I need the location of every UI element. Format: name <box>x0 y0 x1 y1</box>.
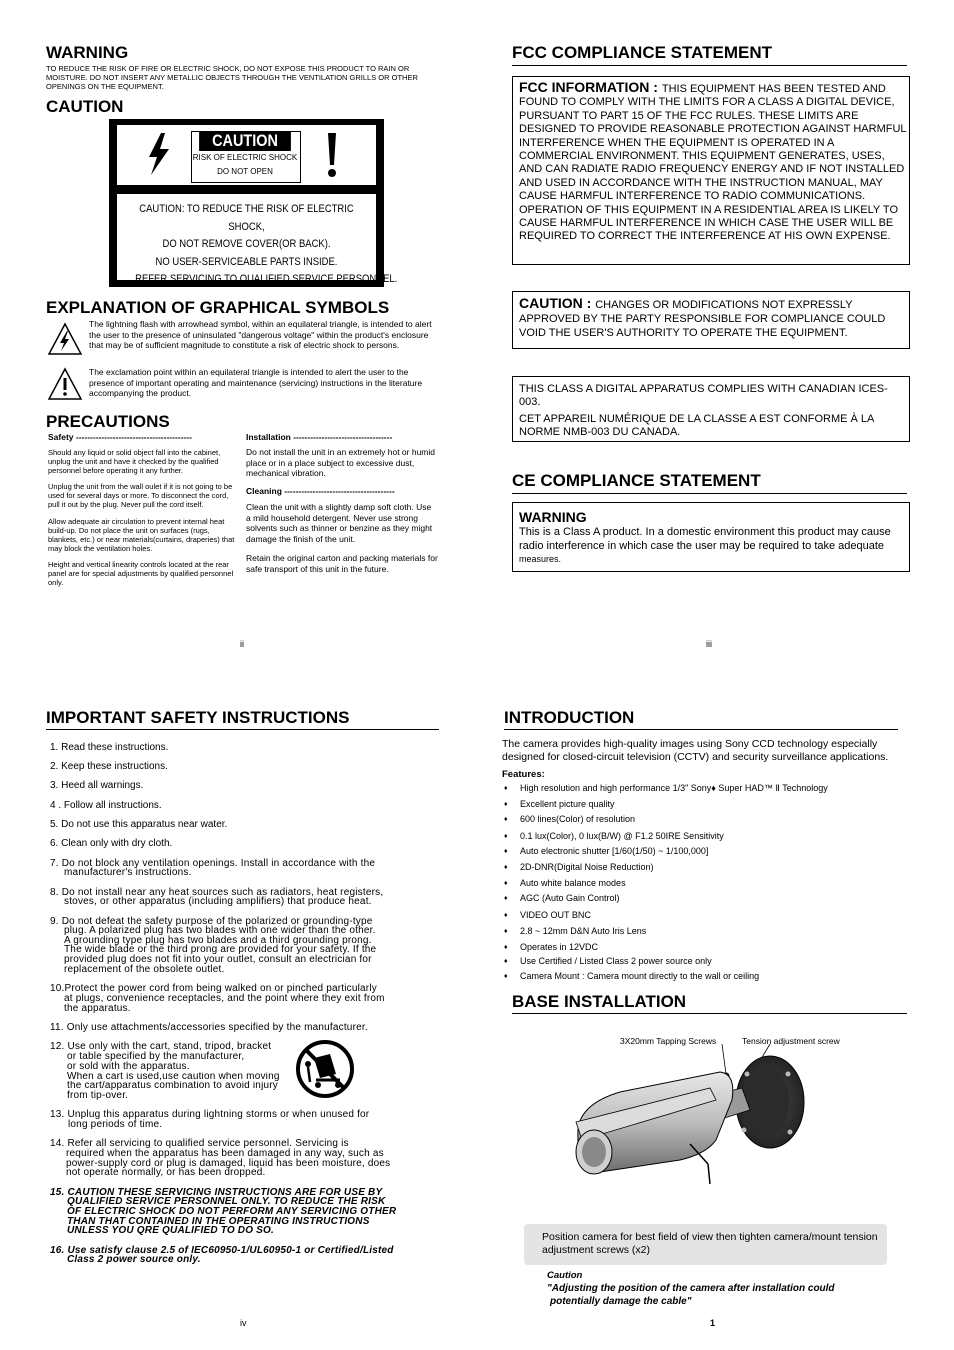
isi-item-12b: or table specified by the manufacturer, <box>67 1051 245 1062</box>
isi-item-9b: plug. A polarized plug has two blades with one wider than the other. <box>64 925 376 936</box>
caution-title: CAUTION <box>46 97 124 116</box>
feature-item: ♦ AGC (Auto Gain Control) <box>504 893 620 903</box>
warning-title: WARNING <box>46 43 129 62</box>
feature-item: ♦ VIDEO OUT BNC <box>504 910 591 920</box>
caution-line-2: potentially damage the cable" <box>550 1296 692 1307</box>
safety-para-2: Unplug the unit from the wall oulet if it is not going to be used for several days or more. To disconnect the cord, pull it out by the plug. Never pull the cord itself. <box>48 482 233 509</box>
isi-item-10: 10.Protect the power cord from being walked on or pinched particularly <box>50 983 377 994</box>
isi-item-12e: the cart/apparatus combination to avoid injury <box>67 1081 278 1091</box>
label-tension-screw: Tension adjustment screw <box>742 1036 840 1046</box>
feature-item: ♦ Camera Mount : Camera mount directly to the wall or ceiling <box>504 971 760 981</box>
feature-item: ♦ Operates in 12VDC <box>504 942 599 952</box>
canada-box <box>512 376 910 442</box>
isi-item-16: 16. Use satisfy clause 2.5 of IEC60950-1/UL60950-1 or Certified/Listed <box>50 1245 394 1256</box>
fcc-box <box>512 76 910 265</box>
feature-item: ♦ 2D-DNR(Digital Noise Reduction) <box>504 862 654 872</box>
label-caution-word: CAUTION <box>199 131 291 151</box>
isi-item-7: 7. Do not block any ventilation openings. Install in accordance with the <box>50 858 376 869</box>
isi-item-9: 9. Do not defeat the safety purpose of the polarized or grounding-type <box>50 916 373 927</box>
isi-item-6: 6. Clean only with dry cloth. <box>50 838 173 849</box>
camera-installation-image <box>560 1044 840 1194</box>
fcc-title: FCC COMPLIANCE STATEMENT <box>512 43 907 66</box>
isi-item-12c: or sold with the apparatus. <box>67 1061 190 1072</box>
cleaning-heading: Cleaning --------------------------------------- <box>246 486 395 496</box>
installation-text: Do not install the unit in an extremely hot or humid place or in a place subject to excessive dust, mechanical vibration. <box>246 447 435 478</box>
page-number-iii: iii <box>706 639 712 649</box>
isi-item-15d: THAN THAT CONTAINED IN THE OPERATING INSTRUCTIONS <box>67 1216 370 1227</box>
isi-item-15e: UNLESS YOU QRE QUALIFIED TO DO SO. <box>67 1225 275 1236</box>
isi-item-15b: QUALIFIED SERVICE PERSONNEL ONLY. TO REDUCE THE RISK <box>67 1196 386 1207</box>
fcc-lead: FCC INFORMATION : <box>519 79 662 95</box>
isi-item-15: 15. CAUTION THESE SERVICING INSTRUCTIONS ARE FOR USE BY <box>50 1187 383 1198</box>
retain-text: Retain the original carton and packing materials for safe transport of this unit in the future. <box>246 553 438 574</box>
label-tapping-screws: 3X20mm Tapping Screws <box>620 1036 717 1046</box>
features-list <box>504 783 904 983</box>
page-number-iv: iv <box>240 1318 247 1328</box>
lightning-triangle-icon <box>47 322 83 356</box>
isi-item-12d: When a cart is used,use caution when moving <box>67 1072 280 1082</box>
installation-note-box <box>524 1224 887 1265</box>
feature-item: ♦ High resolution and high performance 1/3" Sony♦ Super HAD™ Ⅱ Technology <box>504 783 828 793</box>
feature-item: ♦ Excellent picture quality <box>504 799 615 809</box>
isi-item-8b: stoves, or other apparatus (including amplifiers) that produce heat. <box>64 896 372 907</box>
isi-item-14d: not operate normally, or has been dropped. <box>66 1167 266 1178</box>
safety-para-3: Allow adequate air circulation to prevent internal heat build-up. Do not place the unit on surfaces (rugs, blankets, etc.) or near materials(curtains, draperies) that may block the ventilation holes. <box>48 517 235 553</box>
ce-warning: WARNING <box>519 509 587 525</box>
isi-item-14: 14. Refer all servicing to qualified service personnel. Servicing is <box>50 1138 349 1149</box>
fcc-text: THIS EQUIPMENT HAS BEEN TESTED AND FOUND TO COMPLY WITH THE LIMITS FOR A CLASS A DIGITAL DEVICE, PURSUANT TO PART 15 OF THE FCC RULES. THESE LIMITS ARE DESIGNED TO PROVIDE REASONABLE PROTECTION AGAINST HARMFUL INTERFERENCE WHEN THE EQUIPMENT IS OPERATED IN A COMMERCIAL ENVIRONMENT. THIS EQUIPMENT GENERATES, USES, AND CAN RADIATE RADIO FREQUENCY ENERGY AND IF NOT INSTALLED AND USED IN ACCORDANCE WITH THE INSTRUCTION MANUAL, MAY CAUSE HARMFUL INTERFERENCE TO RADIO COMMUNICATIONS. OPERATION OF THIS EQUIPMENT IN A RESIDENTIAL AREA IS LIKELY TO CAUSE HARMFUL INTERFERENCE IN WHICH CASE THE USER WILL BE REQUIRED TO CORRECT THE INTERFERENCE AT HIS OWN EXPENSE. <box>519 83 907 243</box>
isi-item-14b: required when the apparatus has been damaged in any way, such as <box>66 1148 384 1159</box>
isi-item-9f: replacement of the obsolete outlet. <box>64 964 225 975</box>
symbol-lightning-text: The lightning flash with arrowhead symbol, within an equilateral triangle, is intended to alert the user to the presence of uninsulated "dangerous voltage" within the product's enclosure that may be of sufficient magnitude to constitute a risk of electric shock to persons. <box>89 319 432 350</box>
symbols-title: EXPLANATION OF GRAPHICAL SYMBOLS <box>46 298 390 317</box>
features-title: Features: <box>502 769 545 780</box>
feature-item: ♦ Auto white balance modes <box>504 878 626 888</box>
fcc-caution-text: CHANGES OR MODIFICATIONS NOT EXPRESSLY APPROVED BY THE PARTY RESPONSIBLE FOR COMPLIANCE COULD VOID THE USER'S AUTHORITY TO OPERATE THE EQUIPMENT. <box>519 299 886 339</box>
feature-item: ♦ 2.8 ~ 12mm D&N Auto Iris Lens <box>504 926 647 936</box>
isi-item-12f: from tip-over. <box>67 1090 129 1101</box>
installation-note: Position camera for best field of view then tighten camera/mount tension adjustment screws (x2) <box>542 1231 878 1256</box>
isi-item-9e: provided plug does not fit into your outlet, consult an electrician for <box>64 954 372 965</box>
label-risk: RISK OF ELECTRIC SHOCK <box>192 153 298 162</box>
safety-heading: Safety ----------------------------------------- <box>48 432 192 442</box>
isi-item-13b: long periods of time. <box>68 1119 163 1130</box>
caution-word: Caution <box>547 1270 583 1281</box>
isi-item-15c: OF ELECTRIC SHOCK DO NOT PERFORM ANY SERVICING OTHER <box>67 1206 397 1217</box>
isi-item-9d: The wide blade or the third prong are provided for your safety. If the <box>64 944 377 955</box>
ce-box <box>512 502 910 572</box>
label-line-4: REFER SERVICING TO QUALIFIED SERVICE PERSONNEL. <box>135 273 398 285</box>
exclamation-icon <box>321 131 343 181</box>
installation-heading: Installation ----------------------------------- <box>246 432 393 442</box>
exclamation-triangle-icon <box>47 367 83 401</box>
isi-item-2: 2. Keep these instructions. <box>50 761 168 772</box>
isi-item-10c: the apparatus. <box>64 1003 131 1014</box>
label-line-2: DO NOT REMOVE COVER(OR BACK). <box>162 238 331 250</box>
fcc-caution-lead: CAUTION : <box>519 295 596 311</box>
feature-item: ♦ Use Certified / Listed Class 2 power source only <box>504 956 712 966</box>
ce-text: This is a Class A product. In a domestic environment this product may cause radio interference in which case the user may be required to take adequate <box>519 526 891 552</box>
symbol-exclamation-text: The exclamation point within an equilateral triangle is intended to alert the user to the presence of important operating and maintenance (servicing) instructions in the literature accompanying the product. <box>89 367 423 398</box>
isi-item-9c: A grounding type plug has two blades and a third grounding prong. <box>64 935 372 946</box>
isi-item-16b: Class 2 power source only. <box>67 1254 201 1265</box>
introduction-title: INTRODUCTION <box>504 708 898 730</box>
canada-en: THIS CLASS A DIGITAL APPARATUS COMPLIES WITH CANADIAN ICES-003. <box>519 383 888 409</box>
page-number-ii: ii <box>240 639 244 649</box>
warning-text: TO REDUCE THE RISK OF FIRE OR ELECTRIC SHOCK, DO NOT EXPOSE THIS PRODUCT TO RAIN OR MOISTURE. DO NOT INSERT ANY METALLIC OBJECTS THROUGH THE VENTILATION GRILLS OR OTHER OPENINGS ON THE EQUIPMENT. <box>46 64 418 91</box>
caution-line-1: "Adjusting the position of the camera after installation could <box>547 1283 835 1294</box>
page-number-1: 1 <box>710 1318 716 1328</box>
isi-item-12: 12. Use only with the cart, stand, tripod, bracket <box>50 1041 272 1052</box>
ce-text-end: measures. <box>519 554 562 565</box>
caution-label <box>109 119 398 287</box>
safety-para-4: Height and vertical linearity controls located at the rear panel are for special adjustments by qualified personnel only. <box>48 560 234 587</box>
isi-item-8: 8. Do not install near any heat sources such as radiators, heat registers, <box>50 887 384 898</box>
isi-item-13: 13. Unplug this apparatus during lightning storms or when unused for <box>50 1109 370 1120</box>
precautions-title: PRECAUTIONS <box>46 412 170 431</box>
cleaning-text: Clean the unit with a slightly damp soft cloth. Use a mild household detergent. Never use strong solvents such as thinner or benzine as they might damage the finish of the unit. <box>246 502 433 544</box>
label-line-3: NO USER-SERVICEABLE PARTS INSIDE. <box>155 255 338 268</box>
canada-fr: CET APPAREIL NUMÉRIQUE DE LA CLASSE A EST CONFORME À LA NORME NMB-003 DU CANADA. <box>519 413 874 439</box>
fcc-caution-box <box>512 291 910 349</box>
lightning-icon <box>139 131 179 179</box>
safety-instructions-title: IMPORTANT SAFETY INSTRUCTIONS <box>46 708 439 730</box>
safety-para-1: Should any liquid or solid object fall into the cabinet, unplug the unit and have it checked by the qualified personnel before operating it any further. <box>48 448 221 475</box>
label-do-not-open: DO NOT OPEN <box>217 167 273 176</box>
feature-item: ♦ Auto electronic shutter [1/60(1/50) ~ 1/100,000] <box>504 846 709 856</box>
feature-item: ♦ 0.1 lux(Color), 0 lux(B/W) @ F1.2 50IRE Sensitivity <box>504 831 724 841</box>
isi-item-7b: manufacturer's instructions. <box>64 867 192 878</box>
isi-item-3: 3. Heed all warnings. <box>50 780 144 791</box>
isi-item-1: 1. Read these instructions. <box>50 742 169 753</box>
isi-item-5: 5. Do not use this apparatus near water. <box>50 819 228 830</box>
intro-text: The camera provides high-quality images using Sony CCD technology especially designed for closed-circuit television (CCTV) and security surveillance applications. <box>502 738 889 763</box>
base-installation-title: BASE INSTALLATION <box>512 992 907 1014</box>
feature-item: ♦ 600 lines(Color) of resolution <box>504 814 636 824</box>
label-line-1: CAUTION: TO REDUCE THE RISK OF ELECTRIC SHOCK, <box>139 203 354 233</box>
isi-item-11: 11. Only use attachments/accessories specified by the manufacturer. <box>50 1022 368 1033</box>
isi-item-10b: at plugs, convenience receptacles, and the point where they exit from <box>64 993 385 1004</box>
isi-item-4: 4 . Follow all instructions. <box>50 800 162 811</box>
cart-warning-icon <box>294 1040 356 1098</box>
ce-title: CE COMPLIANCE STATEMENT <box>512 471 907 494</box>
isi-item-14c: power-supply cord or plug is damaged, liquid has been moisture, does <box>66 1158 391 1169</box>
